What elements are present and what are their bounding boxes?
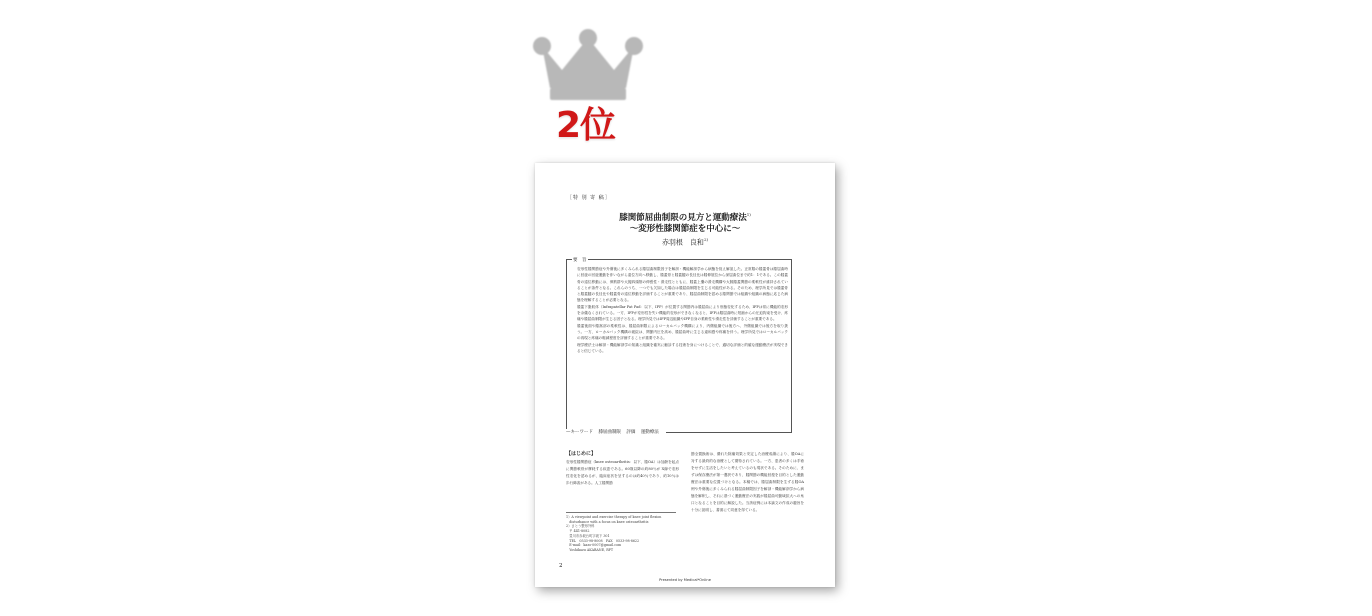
page-number: 2 (559, 563, 563, 569)
footnote-line: Yoshikazu AKABANE, RPT (566, 547, 614, 552)
article-title (535, 209, 835, 235)
footnote-line: disturbance with a focus on knee osteoarthritis (566, 519, 649, 524)
title-line-2: 〜変形性膝関節症を中心に〜 (629, 223, 741, 234)
keyword: 膝屈曲制限 (598, 430, 621, 435)
abstract-box (566, 259, 792, 433)
footnote-divider (566, 512, 676, 513)
footnote-line: 2）さとう整形外科 (566, 524, 595, 529)
crown-icon (528, 26, 648, 102)
paper-thumbnail[interactable] (535, 163, 835, 587)
abstract-paragraph: 膝蓋後面や膝窩部の柔軟性は、膝屈曲制限によるローカルバック機構により、内側組織では後方へ、外側組織では後方を取り扱う。一方、ローカルバック機構の破綻は、関節内圧を高め、膝屈曲時に生じる違和感や疼痛を伴う。理学所見ではローカルバックの再現と疼痛の軽減程度を評価することが重要である。 (577, 323, 788, 341)
footnote-line: TEL 0533-98-8008 FAX 0533-98-8622 (566, 538, 640, 543)
keyword: 運動療法 (640, 430, 659, 435)
intro-text: 変形性膝関節症（knee osteoarthritis：以下、膝OA）は加齢を起点に関節軟骨が摩耗する疾患である。60歳以降の約80％が X線で変形性変化を認めるが、臨床症状を呈するのは約40％であり、約10％は歩行障害がある。人工膝関節 (566, 460, 679, 485)
footnote-line: 〒 441-8082 (566, 529, 590, 534)
intro-heading: 【はじめに】 (566, 451, 597, 457)
footnote-line: 豊川市赤坂台町字坂下 301 (566, 533, 610, 538)
author (535, 237, 835, 247)
rank-label: 2位 (556, 105, 616, 146)
abstract-paragraph: 変形性膝関節症や外傷後に多くみられる膝屈曲制限因子を解剖・機能解剖学から病態を捉え解説した。正常膝の膝蓋骨は膝屈曲時に回旋の回旋運動を伴いながら遠位方向へ移動し、膝蓋骨と膝蓋腱の長径比は膝伸展位から深屈曲位まで約1：1である。この膝蓋骨の遠位移動には、伸筋群や大腿四頭筋の伸張性・滑走性とともに、膝蓋上嚢の滑走機構や大腿膝蓋関節の柔軟性が維持されていることが条件となる。これらのうち、一つでも欠如した場合は膝屈曲制限を生じる可能性がある。そのため、理学所見では膝蓋骨と膝蓋腱の長径比や膝蓋骨の遠位移動を評価することが重要であり、膝屈曲制限を認める膝関節では組織や組織の病態に応じた病態を理解することが必要となる。 (577, 267, 788, 303)
abstract-paragraph: 理学療法士は解剖・機能解剖学の知識と組織を確実に触診する技術を身につけることで、適切な評価と的確な運動療法が実現できると信じている。 (577, 342, 788, 353)
intro-column (566, 451, 679, 487)
body-column-right: 節全置換術は、優れた除痛効果と安定した治療成績により、膝OAに対する最終的な治療として期待されている。一方、患者の多くは手術をせずに生活をしたいと考えているのも現状である。そのために、まずは保存療法が第一選択であり、膝関節の機能回復を目的とした運動療法は重要な位置づけとなる。本稿では、膝屈曲制限を生ずる膝OA例や外傷後に多くみられる膝屈曲制限因子を解剖・機能解剖学から病態を解釈し、それに基づく運動療法の実践が膝屈曲可動域拡大への糸口となることを目的に解説した。当該症例には本論文の作成の趣旨を十分に説明し、書面にて同意を得ている。 (691, 452, 804, 512)
footnote (566, 515, 678, 553)
abstract-label: 要 旨 (573, 258, 587, 263)
abstract-text (577, 266, 788, 354)
article-category: ［特 別 寄 稿］ (567, 195, 611, 201)
title-footnote-ref: 1) (746, 212, 751, 217)
footnote-line: 1）A viewpoint and exercise therapy of knee joint flexion (566, 515, 662, 519)
presented-by: Presented by Medical*Online (659, 578, 711, 582)
keywords-label: キーワード (570, 430, 593, 435)
author-name: 赤羽根 良和 (661, 238, 704, 247)
keywords: —キーワード 膝屈曲制限 評価 運動療法 (566, 429, 666, 435)
keyword: 評価 (626, 430, 636, 435)
abstract-paragraph: 膝蓋下脂肪体（Infrapatellar Fat Pad：以下、IFP）が位置する関節内は膝屈曲により形態変化するため、IFPは常に機能的変形を余儀なくされている。一方、IFPが変形性を失い機能的変形ができなくなると、IFPは膝屈曲時に短縮からの圧迫拘束を受け、疼痛や膝屈曲制限が生じる因子となる。理学所見ではIFP周辺組織やIFP自身の柔軟性や滑走性を評価することが重要である。 (577, 304, 788, 322)
author-footnote-ref: 2) (703, 237, 709, 242)
title-line-1: 膝関節屈曲制限の見方と運動療法 (619, 212, 747, 223)
footnote-line: E-mail：kazo-0007@gmail.com (566, 543, 622, 548)
